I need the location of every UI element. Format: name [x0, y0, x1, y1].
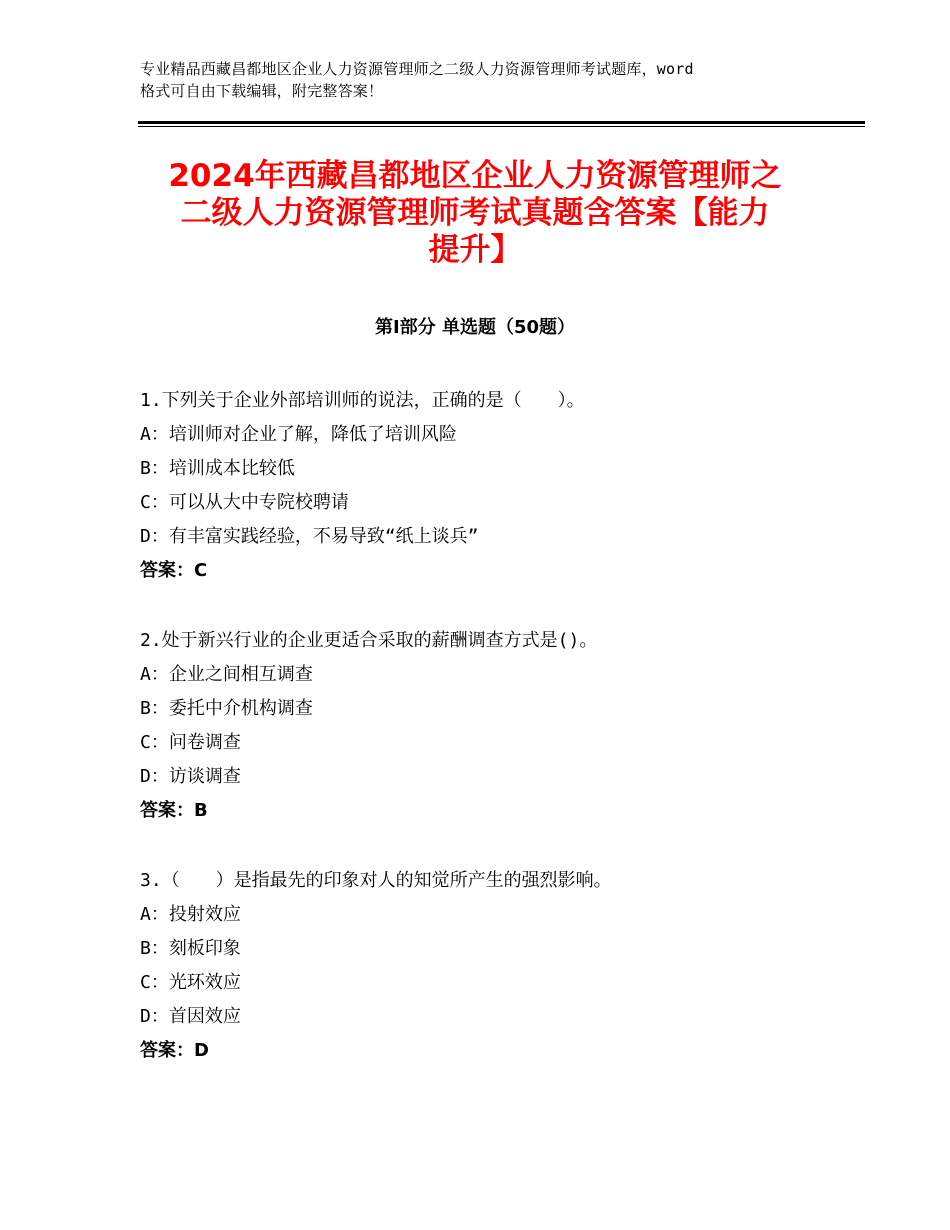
option-b: B：委托中介机构调查 — [140, 698, 313, 719]
answer: 答案：C — [140, 560, 208, 581]
document-title-line-3: 提升】 — [428, 232, 522, 268]
header-divider-thin — [138, 126, 865, 127]
option-c: C：光环效应 — [140, 972, 241, 993]
answer: 答案：D — [140, 1040, 209, 1061]
option-b: B：培训成本比较低 — [140, 458, 295, 479]
option-d: D：有丰富实践经验，不易导致“纸上谈兵” — [140, 526, 479, 547]
question-stem: 1.下列关于企业外部培训师的说法，正确的是（ ）。 — [140, 390, 585, 411]
header-divider-thick — [138, 121, 865, 124]
option-a: A：投射效应 — [140, 904, 241, 925]
document-title-line-2: 二级人力资源管理师考试真题含答案【能力 — [180, 195, 770, 231]
option-c: C：问卷调查 — [140, 732, 241, 753]
question-1 — [140, 384, 860, 588]
question-3 — [140, 864, 860, 1068]
document-title-line-1: 2024年西藏昌都地区企业人力资源管理师之 — [168, 158, 782, 194]
option-c: C：可以从大中专院校聘请 — [140, 492, 349, 513]
question-list — [140, 384, 860, 1104]
option-b: B：刻板印象 — [140, 938, 241, 959]
header-note — [140, 58, 830, 102]
answer: 答案：B — [140, 800, 208, 821]
header-note-line-1: 专业精品西藏昌都地区企业人力资源管理师之二级人力资源管理师考试题库，word — [140, 60, 694, 78]
header-note-line-2: 格式可自由下载编辑，附完整答案！ — [140, 82, 384, 100]
option-d: D：首因效应 — [140, 1006, 241, 1027]
document-title — [120, 158, 830, 269]
option-d: D：访谈调查 — [140, 766, 241, 787]
option-a: A：培训师对企业了解，降低了培训风险 — [140, 424, 457, 445]
question-stem: 2.处于新兴行业的企业更适合采取的薪酬调查方式是()。 — [140, 630, 598, 651]
section-title: 第Ⅰ部分 单选题（50题） — [374, 317, 575, 338]
option-a: A：企业之间相互调查 — [140, 664, 313, 685]
question-2 — [140, 624, 860, 828]
question-stem: 3.（ ）是指最先的印象对人的知觉所产生的强烈影响。 — [140, 870, 612, 891]
